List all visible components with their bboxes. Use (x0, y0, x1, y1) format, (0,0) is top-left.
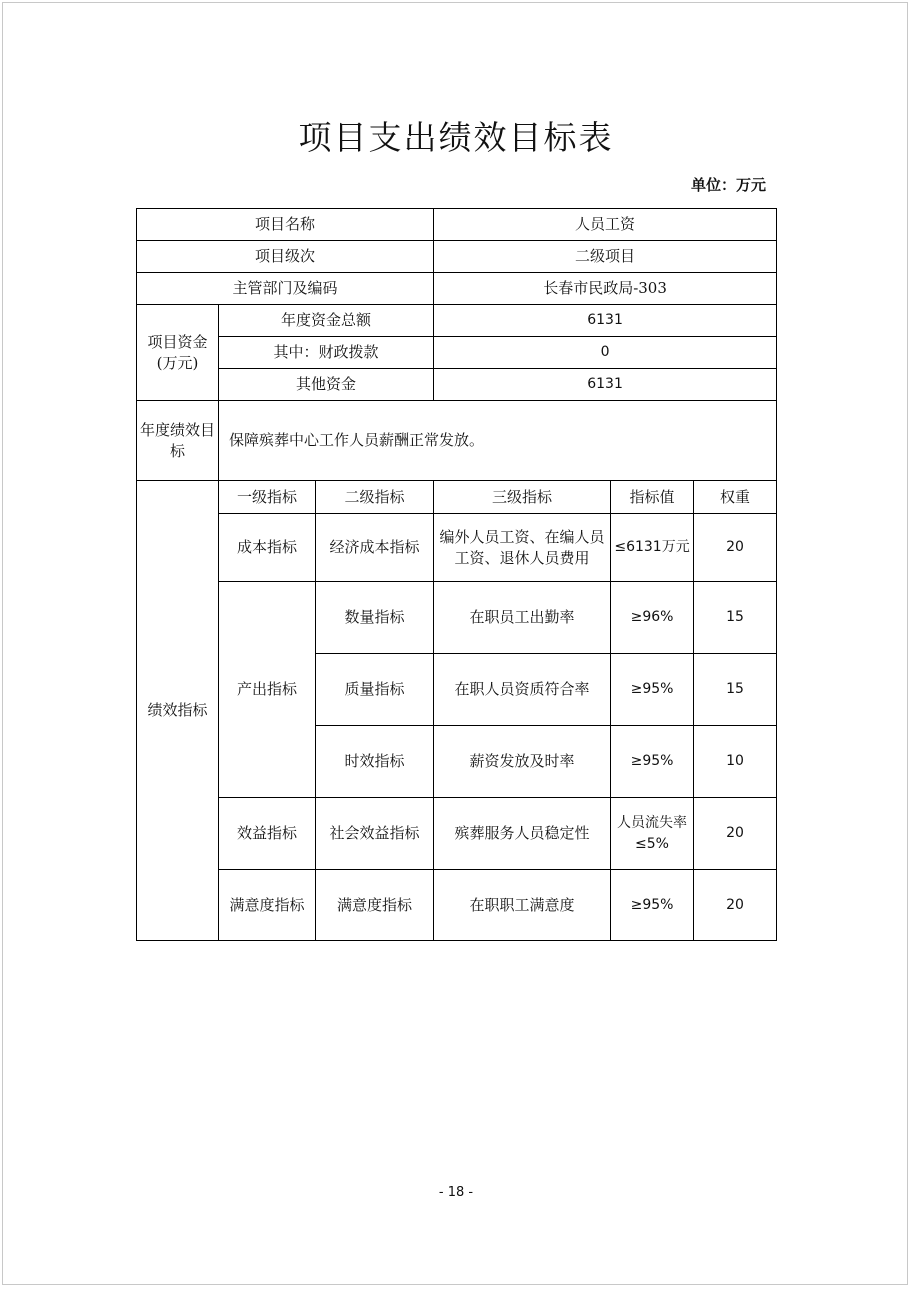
indicator-weight: 15 (694, 654, 777, 726)
indicator-group-label: 绩效指标 (137, 481, 219, 941)
fund-other-row (137, 369, 777, 401)
department-row (137, 273, 777, 305)
indicator-level3: 在职人员资质符合率 (434, 654, 611, 726)
fund-group-label: 项目资金(万元) (137, 305, 219, 401)
indicator-level3: 殡葬服务人员稳定性 (434, 798, 611, 870)
indicator-row (137, 514, 777, 582)
indicator-weight: 15 (694, 582, 777, 654)
output-level1: 产出指标 (219, 582, 316, 798)
department-label: 主管部门及编码 (137, 273, 434, 305)
indicator-level3: 编外人员工资、在编人员工资、退休人员费用 (434, 514, 611, 582)
benefit-level1: 效益指标 (219, 798, 316, 870)
indicator-weight: 20 (694, 870, 777, 941)
project-level-row (137, 241, 777, 273)
indicator-value: ≥95% (611, 654, 694, 726)
cost-level1: 成本指标 (219, 514, 316, 582)
indicator-level2: 经济成本指标 (316, 514, 434, 582)
indicator-row (137, 798, 777, 870)
header-level2: 二级指标 (316, 481, 434, 514)
project-name-row (137, 209, 777, 241)
annual-goal-label: 年度绩效目标 (137, 401, 219, 481)
fund-other-label: 其他资金 (219, 369, 434, 401)
indicator-value: ≤6131万元 (611, 514, 694, 582)
project-level-value: 二级项目 (434, 241, 777, 273)
header-level3: 三级指标 (434, 481, 611, 514)
fund-other-value: 6131 (434, 369, 777, 401)
indicator-weight: 20 (694, 798, 777, 870)
project-name-label: 项目名称 (137, 209, 434, 241)
header-level1: 一级指标 (219, 481, 316, 514)
page-number: - 18 - (438, 1185, 474, 1200)
indicator-value: 人员流失率≤5% (611, 798, 694, 870)
satisfaction-level1: 满意度指标 (219, 870, 316, 941)
indicator-value: ≥95% (611, 870, 694, 941)
indicator-value: ≥95% (611, 726, 694, 798)
indicator-level3: 薪资发放及时率 (434, 726, 611, 798)
indicator-level2: 数量指标 (316, 582, 434, 654)
project-level-label: 项目级次 (137, 241, 434, 273)
project-name-value: 人员工资 (434, 209, 777, 241)
fund-total-value: 6131 (434, 305, 777, 337)
indicator-level2: 质量指标 (316, 654, 434, 726)
indicator-level3: 在职职工满意度 (434, 870, 611, 941)
fund-fiscal-label: 其中：财政拨款 (219, 337, 434, 369)
indicator-level2: 社会效益指标 (316, 798, 434, 870)
page-title: 项目支出绩效目标表 (298, 118, 614, 157)
fund-fiscal-row (137, 337, 777, 369)
indicator-header-row (137, 481, 777, 514)
annual-goal-row (137, 401, 777, 481)
fund-total-row (137, 305, 777, 337)
indicator-row (137, 582, 777, 654)
indicator-weight: 10 (694, 726, 777, 798)
fund-fiscal-value: 0 (434, 337, 777, 369)
indicator-value: ≥96% (611, 582, 694, 654)
header-weight: 权重 (694, 481, 777, 514)
fund-total-label: 年度资金总额 (219, 305, 434, 337)
indicator-level3: 在职员工出勤率 (434, 582, 611, 654)
indicator-level2: 满意度指标 (316, 870, 434, 941)
indicator-weight: 20 (694, 514, 777, 582)
annual-goal-text: 保障殡葬中心工作人员薪酬正常发放。 (219, 401, 777, 481)
performance-target-table (136, 208, 777, 941)
unit-label: 单位：万元 (690, 176, 766, 194)
indicator-row (137, 870, 777, 941)
department-value: 长春市民政局-303 (434, 273, 777, 305)
header-value: 指标值 (611, 481, 694, 514)
indicator-level2: 时效指标 (316, 726, 434, 798)
